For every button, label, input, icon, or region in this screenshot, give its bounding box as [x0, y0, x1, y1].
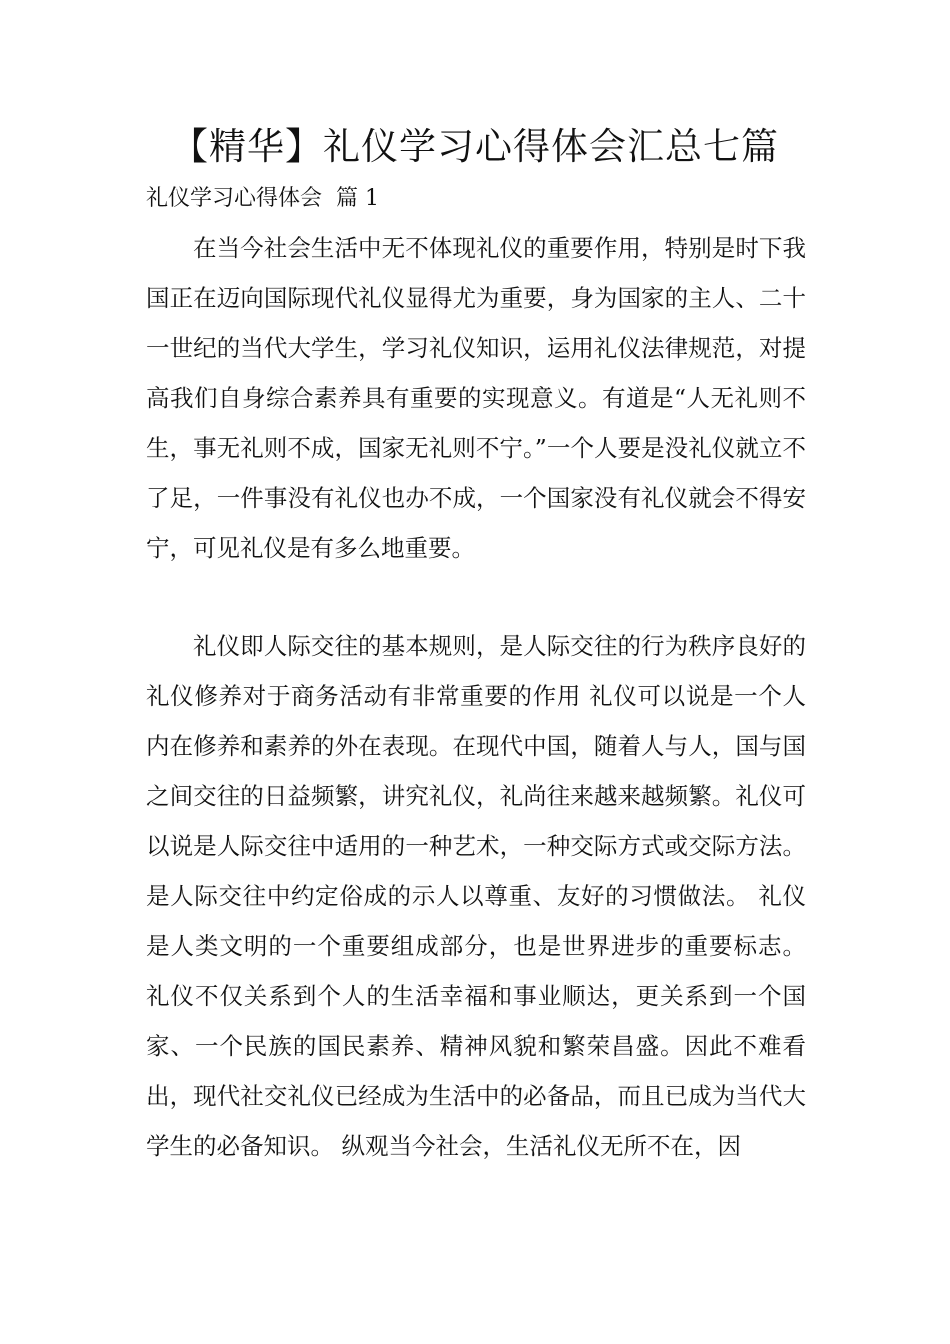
section-heading: 礼仪学习心得体会 篇 1: [146, 186, 379, 211]
body-paragraph-2: 礼仪即人际交往的基本规则，是人际交往的行为秩序良好的礼仪修养对于商务活动有非常重要的作用 礼仪可以说是一个人内在修养和素养的外在表现。在现代中国，随着人与人，国与国之间交往的日益频繁，讲究礼仪，礼尚往来越来越频繁。礼仪可以说是人际交往中适用的一种艺术，一种交际方式或交际方法。是人际交往中约定俗成的示人以尊重、友好的习惯做法。 礼仪是人类文明的一个重要组成部分，也是世界进步的重要标志。 礼仪不仅关系到个人的生活幸福和事业顺达，更关系到一个国家、一个民族的国民素养、精神风貌和繁荣昌盛。因此不难看出，现代社交礼仪已经成为生活中的必备品，而且已成为当代大学生的必备知识。 纵观当今社会，生活礼仪无所不在，因: [146, 632, 806, 1160]
body-paragraph-1: 在当今社会生活中无不体现礼仪的重要作用，特别是时下我国正在迈向国际现代礼仪显得尤为重要，身为国家的主人、二十一世纪的当代大学生，学习礼仪知识，运用礼仪法律规范，对提高我们自身综合素养具有重要的实现意义。有道是“人无礼则不生，事无礼则不成，国家无礼则不宁。”一个人要是没礼仪就立不了足，一件事没有礼仪也办不成，一个国家没有礼仪就会不得安宁，可见礼仪是有多么地重要。: [146, 234, 806, 562]
document-title: 【精华】礼仪学习心得体会汇总七篇: [171, 125, 779, 168]
